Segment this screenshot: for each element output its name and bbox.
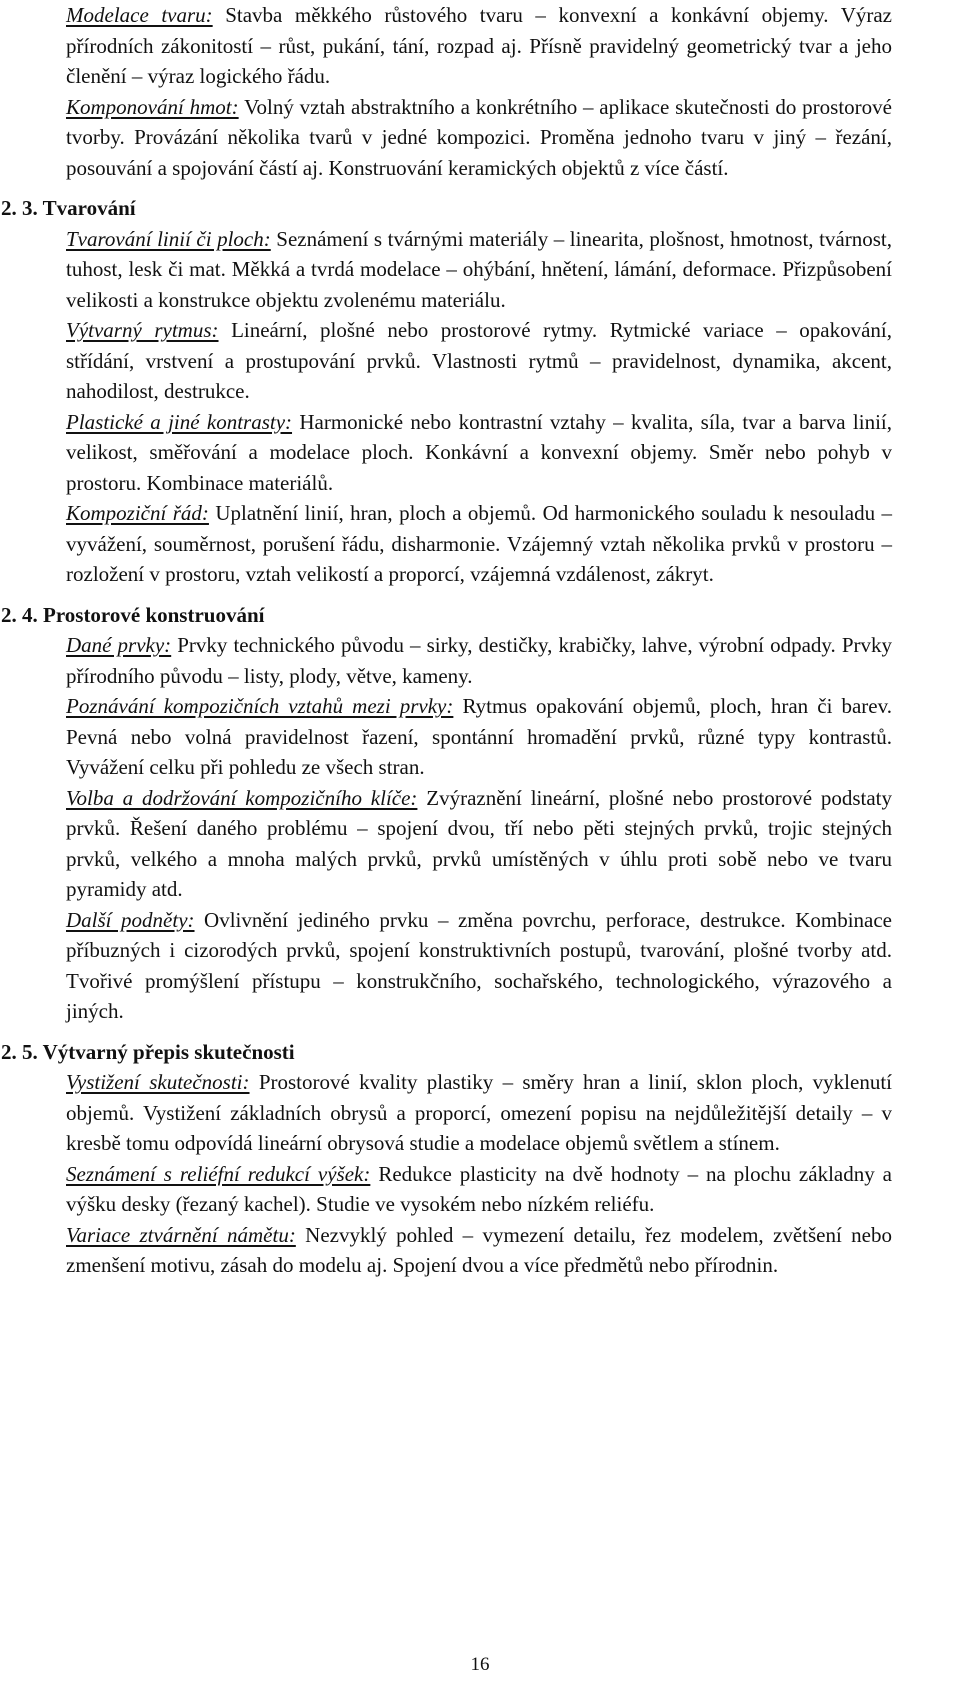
term-label: Volba a dodržování kompozičního klíče: bbox=[66, 785, 418, 810]
term-label: Další podněty: bbox=[66, 907, 195, 932]
paragraph-kompozicni-rad bbox=[66, 498, 892, 590]
section-heading-2-5: 2. 5. Výtvarný přepis skutečnosti bbox=[1, 1039, 295, 1064]
paragraph-dane-prvky bbox=[66, 630, 892, 691]
paragraph-tvarovani-linii bbox=[66, 224, 892, 316]
paragraph-text: Redukce plasticity na dvě hodnoty – na plochu základny a výšku desky (řezaný kachel). Studie ve vysokém nebo nízkém reliéfu. bbox=[66, 1161, 893, 1216]
term-label: Variace ztvárnění námětu: bbox=[66, 1222, 296, 1247]
paragraph-text: Ovlivnění jediného prvku – změna povrchu, perforace, destrukce. Kombinace příbuzných i cizorodých prvků, spojení konstruktivních postupů, tvarování, plošné tvorby atd. Tvořivé promýšlení přístupu – konstrukčního, sochařského, technologického, výrazového a jiných. bbox=[66, 907, 892, 1023]
term-label: Kompoziční řád: bbox=[66, 501, 209, 525]
section-heading-2-3: 2. 3. Tvarování bbox=[1, 196, 136, 220]
paragraph-text: Harmonické nebo kontrastní vztahy – kvalita, síla, tvar a barva linií, velikost, směřování a modelace ploch. Konkávní a konvexní objemy. Směr nebo pohyb v prostoru. Kombinace materiálů. bbox=[66, 409, 892, 495]
paragraph-komponovani bbox=[66, 92, 892, 184]
paragraph-text: Prvky technického původu – sirky, destičky, krabičky, lahve, výrobní odpady. Prvky přírodního původu – listy, plody, větve, kameny. bbox=[66, 633, 893, 688]
term-label: Vystižení skutečnosti: bbox=[66, 1070, 250, 1094]
paragraph-text: Nezvyklý pohled – vymezení detailu, řez modelem, zvětšení nebo zmenšení motivu, zásah do modelu aj. Spojení dvou a více předmětů nebo přírodnin. bbox=[66, 1222, 892, 1277]
paragraph-dalsi-podnety bbox=[66, 905, 892, 1027]
term-label: Modelace tvaru: bbox=[66, 3, 213, 27]
paragraph-poznavani bbox=[66, 691, 892, 783]
paragraph-variace bbox=[66, 1220, 892, 1281]
paragraph-kontrasty bbox=[66, 407, 892, 499]
paragraph-vystizeni bbox=[66, 1067, 892, 1159]
paragraph-relief bbox=[66, 1159, 892, 1220]
paragraph-text: Rytmus opakování objemů, ploch, hran či barev. Pevná nebo volná pravidelnost řazení, spontánní hromadění prvků, různé typy kontrastů. Vyvážení celku při pohledu ze všech stran. bbox=[66, 694, 893, 779]
paragraph-vytvarny-rytmus bbox=[66, 315, 892, 407]
paragraph-text: Prostorové kvality plastiky – směry hran a linií, sklon ploch, vyklenutí objemů. Vystižení základních obrysů a proporcí, omezení popisu na nejdůležitější detaily – v kresbě tomu odpovídá lineární obrysová studie a modelace objemů světlem a stínem. bbox=[66, 1070, 893, 1155]
paragraph-text: Volný vztah abstraktního a konkrétního – aplikace skutečnosti do prostorové tvorby. Provázání několika tvarů v jedné kompozici. Proměna jednoho tvaru v jiný – řezání, posouvání a spojování částí aj. Konstruování keramických objektů z více částí. bbox=[66, 94, 892, 180]
paragraph-volba bbox=[66, 783, 892, 905]
paragraph-text: Lineární, plošné nebo prostorové rytmy. Rytmické variace – opakování, střídání, vrstvení a prostupování prvků. Vlastnosti rytmů – pravidelnost, dynamika, akcent, nahodilost, destrukce. bbox=[66, 318, 892, 403]
term-label: Tvarování linií či ploch: bbox=[66, 226, 271, 251]
term-label: Dané prvky: bbox=[66, 633, 172, 657]
term-label: Výtvarný rytmus: bbox=[66, 318, 219, 342]
paragraph-text: Stavba měkkého růstového tvaru – konvexní a konkávní objemy. Výraz přírodních zákonitostí – růst, pukání, tání, rozpad aj. Přísně pravidelný geometrický tvar a jeho členění – výraz logického řádu. bbox=[66, 3, 892, 88]
term-label: Poznávání kompozičních vztahů mezi prvky: bbox=[66, 694, 454, 718]
page-number: 16 bbox=[470, 1654, 490, 1675]
term-label: Seznámení s reliéfní redukcí výšek: bbox=[66, 1161, 371, 1186]
paragraph-text: Seznámení s tvárnými materiály – linearita, plošnost, hmotnost, tvárnost, tuhost, lesk či mat. Měkká a tvrdá modelace – ohýbání, hnětení, lámání, deformace. Přizpůsobení velikosti a konstrukce objektu zvolenému materiálu. bbox=[66, 226, 892, 312]
term-label: Plastické a jiné kontrasty: bbox=[66, 409, 293, 434]
page-content bbox=[1, 0, 893, 1281]
paragraph-modelace bbox=[66, 0, 892, 92]
paragraph-text: Uplatnění linií, hran, ploch a objemů. Od harmonického souladu k nesouladu – vyvážení, souměrnost, porušení řádu, disharmonie. Vzájemný vztah několika prvků v prostoru – rozložení v prostoru, vztah velikostí a proporcí, vzájemná vzdálenost, zákryt. bbox=[66, 501, 893, 586]
term-label: Komponování hmot: bbox=[66, 94, 239, 119]
section-heading-2-4: 2. 4. Prostorové konstruování bbox=[1, 602, 265, 627]
paragraph-text: Zvýraznění lineární, plošné nebo prostorové podstaty prvků. Řešení daného problému – spojení dvou, tří nebo pěti stejných prvků, trojic stejných prvků, velkého a mnoha malých prvků, prvků umístěných v úhlu proti sobě nebo ve tvaru pyramidy atd. bbox=[66, 785, 893, 901]
